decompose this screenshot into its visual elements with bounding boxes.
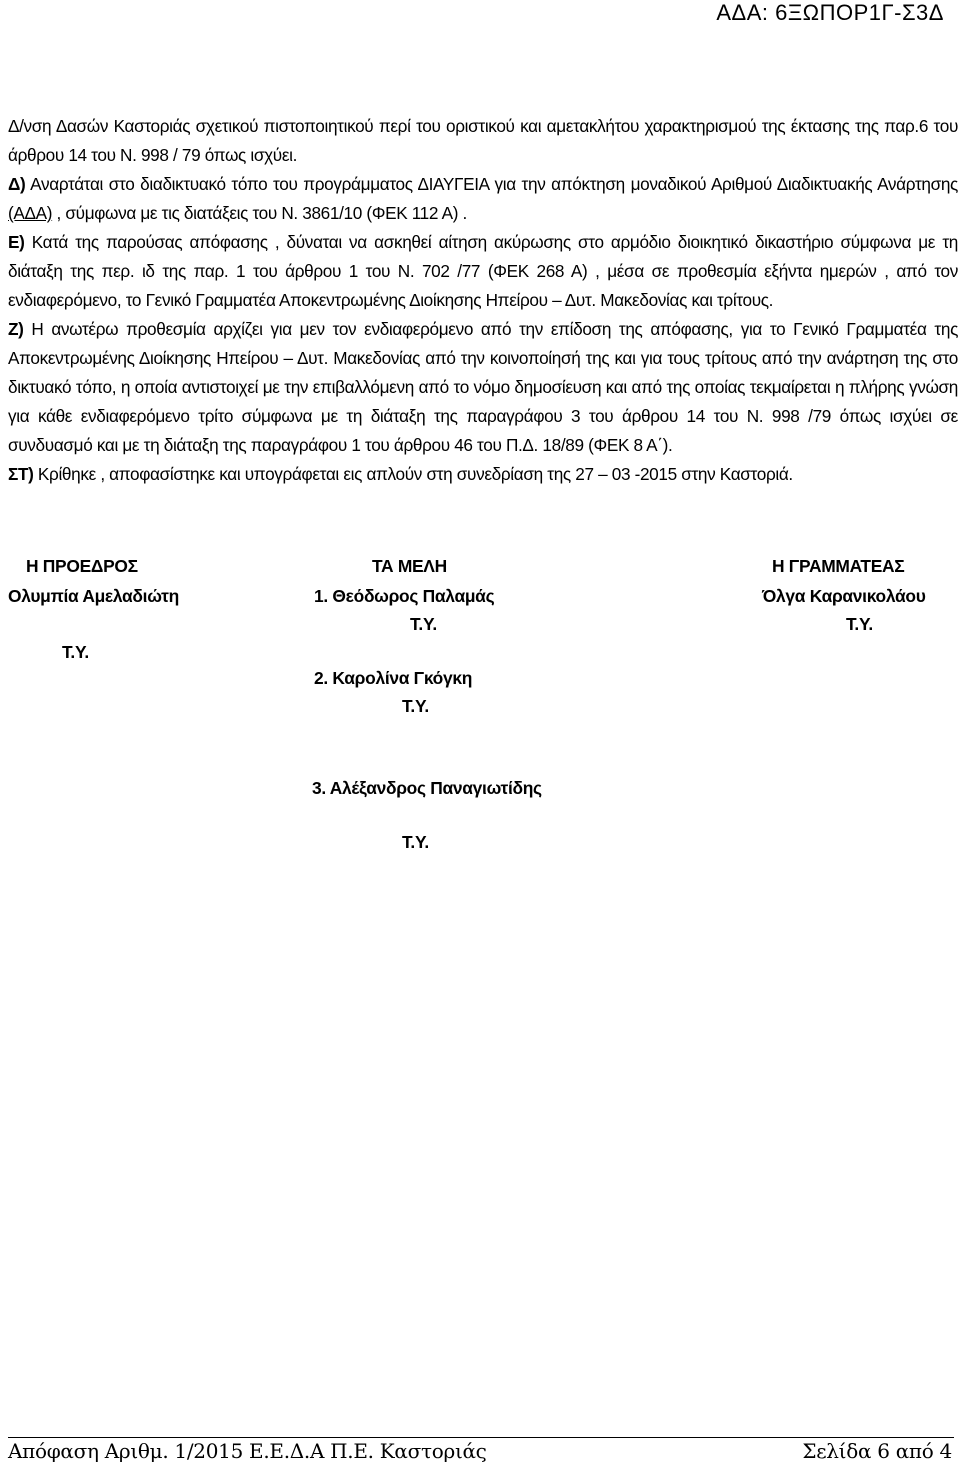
footer-page-number: Σελίδα 6 από 4 (802, 1439, 952, 1463)
secretary-signature-ty: Τ.Υ. (846, 614, 873, 634)
clause-label-e: Ε) (8, 232, 25, 252)
member-2-name: 2. Καρολίνα Γκόγκη (314, 668, 473, 688)
clause-d-text-end: , σύμφωνα με τις διατάξεις του Ν. 3861/10 (ΦΕΚ 112 Α) . (52, 203, 467, 223)
secretary-name: Όλγα Καρανικολάου (762, 586, 926, 606)
decision-body (8, 112, 958, 489)
paragraph-forest-certificate: Δ/νση Δασών Καστοριάς σχετικού πιστοποιητικού περί του οριστικού και αμετακλήτου χαρακτηρισμού της έκτασης της παρ.6 του άρθρου 14 του Ν. 998 / 79 όπως ισχύει. (8, 116, 958, 165)
ada-abbreviation: (ΑΔΑ) (8, 203, 53, 223)
member-3-signature-ty: Τ.Υ. (402, 832, 429, 852)
paragraph-st-decided (8, 460, 958, 489)
paragraph-z-deadline (8, 315, 958, 460)
president-signature-ty: Τ.Υ. (62, 642, 89, 662)
paragraph-e-appeal (8, 228, 958, 315)
footer-divider (8, 1437, 954, 1438)
president-title: Η ΠΡΟΕΔΡΟΣ (26, 556, 138, 576)
clause-e-text: Κατά της παρούσας απόφασης , δύναται να ασκηθεί αίτηση ακύρωσης στο αρμόδιο διοικητικό δικαστήριο σύμφωνα με τη διάταξη της περ. ιδ της παρ. 1 του άρθρου 1 του Ν. 702 /77 (ΦΕΚ 268 Α) , μέσα σε προθεσμία εξήντα ημερών , από τον ενδιαφερόμενο, το Γενικό Γραμματέα Αποκεντρωμένης Διοίκησης Ηπείρου (8, 232, 958, 310)
clause-z-text-end: – Δυτ. Μακεδονίας από την κοινοποίησή της και για τους τρίτους από την ανάρτηση της στο δικτυακό τόπο, η οποία αντιστοιχεί με την επιβαλλόμενη από το νόμο δημοσίευση και από της οποίας τεκμαίρεται η πλήρης γνώση για κάθε ενδιαφερόμενο τρίτο σύμφωνα με τη διάταξη της παραγράφου 3 του άρθρου 14 του Ν. 998 /79 όπως ισχύει σε συνδυασμό και με τη διάταξη της παραγράφου 1 του άρθρου 46 του Π.Δ. 18/89 (ΦΕΚ 8 Α΄). (8, 348, 958, 455)
members-title: ΤΑ ΜΕΛΗ (372, 556, 447, 576)
member-3-name: 3. Αλέξανδρος Παναγιωτίδης (312, 778, 542, 798)
secretary-title: Η ΓΡΑΜΜΑΤΕΑΣ (772, 556, 905, 576)
member-1-name: 1. Θεόδωρος Παλαμάς (314, 586, 495, 606)
ada-code-header: ΑΔΑ: 6ΞΩΠΟΡ1Γ-Σ3Δ (716, 0, 944, 25)
clause-z-text: Η ανωτέρω προθεσμία αρχίζει για μεν τον ενδιαφερόμενο από την επίδοση της απόφασης, για το Γενικό Γραμματέα της Αποκεντρωμένης Διοίκησης Ηπείρου (8, 319, 958, 368)
member-1-signature-ty: Τ.Υ. (410, 614, 437, 634)
footer-decision-reference: Απόφαση Αριθμ. 1/2015 Ε.Ε.Δ.Α Π.Ε. Καστοριάς (8, 1439, 487, 1463)
member-2-signature-ty: Τ.Υ. (402, 696, 429, 716)
clause-e-text-end: – Δυτ. Μακεδονίας και τρίτους. (552, 290, 774, 310)
clause-label-d: Δ) (8, 174, 26, 194)
clause-st-text: Κρίθηκε , αποφασίστηκε και υπογράφεται εις απλούν στη συνεδρίαση της 27 – 03 -2015 στην Καστοριά. (33, 464, 793, 484)
clause-label-st: ΣΤ) (8, 464, 34, 484)
clause-d-text: Αναρτάται στο διαδικτυακό τόπο του προγράμματος ΔΙΑΥΓΕΙΑ για την απόκτηση μοναδικού Αριθμού Διαδικτυακής Ανάρτησης (25, 174, 958, 194)
president-name: Ολυμπία Αμελαδιώτη (8, 586, 179, 606)
clause-label-z: Ζ) (8, 319, 24, 339)
paragraph-d-publication (8, 170, 958, 228)
